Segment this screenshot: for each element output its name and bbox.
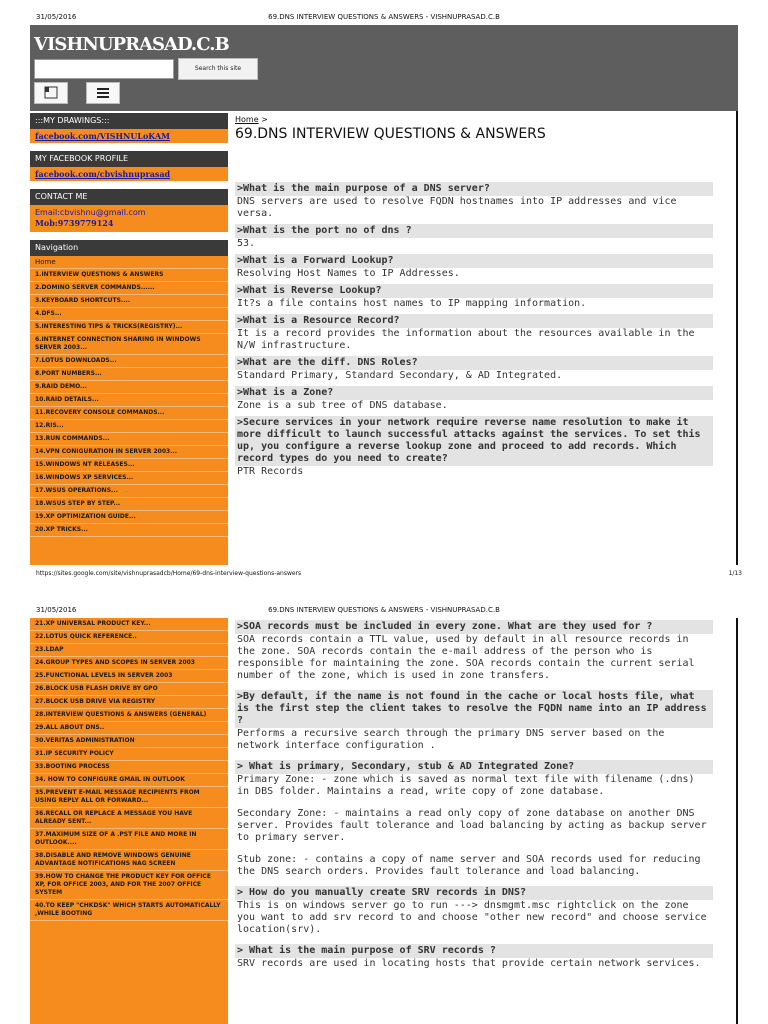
nav-item[interactable]: 9.RAID DEMO...: [30, 381, 228, 394]
nav-item[interactable]: 5.INTERESTING TIPS & TRICKS(REGISTRY)...: [30, 321, 228, 334]
nav-item[interactable]: 12.RIS...: [30, 420, 228, 433]
nav-item[interactable]: 27.BLOCK USB DRIVE VIA REGISTRY: [30, 696, 228, 709]
menu-button[interactable]: [86, 82, 120, 104]
answer: Stub zone: - contains a copy of name server and SOA records used for reducing the DNS search orders. Provides fault tolerance and load balancing.: [237, 854, 701, 877]
nav-item[interactable]: 10.RAID DETAILS...: [30, 394, 228, 407]
question: >What is the port no of dns ?: [235, 224, 713, 238]
nav-item[interactable]: 40.TO KEEP "CHKDSK" WHICH STARTS AUTOMATICALLY ,WHILE BOOTING: [30, 900, 228, 921]
nav-item[interactable]: 34. HOW TO CONFIGURE GMAIL IN OUTLOOK: [30, 774, 228, 787]
nav-item[interactable]: Home: [30, 256, 228, 269]
qa-list: [235, 182, 713, 478]
answer: SRV records are used in locating hosts that provide certain network services.: [237, 958, 701, 969]
answer: Secondary Zone: - maintains a read only copy of zone database on another DNS server. Provides fault tolerance and load balancing by acting as backup server to primary server.: [237, 808, 707, 843]
breadcrumb-separator: >: [258, 115, 268, 124]
nav-item[interactable]: 37.MAXIMUM SIZE OF A .PST FILE AND MORE IN OUTLOOK....: [30, 829, 228, 850]
answer: This is on windows server go to run ---> dnsmgmt.msc rightclick on the zone you want to add srv record to and choose "other new record" and choose service location(srv).: [237, 900, 707, 935]
search-input[interactable]: [34, 59, 174, 79]
contact-email[interactable]: Email:cbvishnu@gmail.com: [35, 208, 146, 217]
question: > What is the main purpose of SRV records ?: [235, 944, 713, 958]
question: >What is a Forward Lookup?: [235, 254, 713, 268]
site-title[interactable]: VISHNUPRASAD.C.B: [34, 34, 229, 55]
qa-item: [235, 386, 713, 412]
nav-item[interactable]: 13.RUN COMMANDS...: [30, 433, 228, 446]
question: >SOA records must be included in every zone. What are they used for ?: [235, 620, 713, 634]
sidebar: [30, 618, 228, 1024]
qa-item: [235, 224, 713, 250]
nav-item[interactable]: 28.INTERVIEW QUESTIONS & ANSWERS (GENERAL): [30, 709, 228, 722]
question: >What is a Zone?: [235, 386, 713, 400]
sidebar-heading-drawings: :::MY DRAWINGS:::: [30, 113, 228, 129]
nav-item[interactable]: 17.WSUS OPERATIONS...: [30, 485, 228, 498]
site-header: [30, 25, 738, 111]
answer: 53.: [237, 238, 256, 249]
nav-item[interactable]: 4.DFS...: [30, 308, 228, 321]
navigation-list: [30, 618, 228, 921]
sidebar-spacer: [30, 181, 228, 189]
nav-item[interactable]: 39.HOW TO CHANGE THE PRODUCT KEY FOR OFFICE XP, FOR OFFICE 2003, AND FOR THE 2007 OFFICE SYSTEM: [30, 871, 228, 900]
question: >What are the diff. DNS Roles?: [235, 356, 713, 370]
question: >Secure services in your network require reverse name resolution to make it more difficult to launch successful attacks against the services. To set this up, you configure a reverse lookup zone and proceed to add records. Which record types do you need to create?: [235, 416, 713, 466]
title-spacer: [235, 142, 713, 182]
window-icon: [35, 83, 67, 103]
page-title: 69.DNS INTERVIEW QUESTIONS & ANSWERS: [235, 126, 546, 142]
qa-item: [235, 690, 713, 752]
sidebar-heading-contact: CONTACT ME: [30, 189, 228, 205]
sidebar-spacer: [30, 232, 228, 240]
print-title: 69.DNS INTERVIEW QUESTIONS & ANSWERS - VISHNUPRASAD.C.B: [268, 606, 500, 614]
nav-item[interactable]: 6.INTERNET CONNECTION SHARING IN WINDOWS SERVER 2003...: [30, 334, 228, 355]
answer: Zone is a sub tree of DNS database.: [237, 400, 448, 411]
nav-item[interactable]: 31.IP SECURITY POLICY: [30, 748, 228, 761]
sidebar-heading-navigation: Navigation: [30, 240, 228, 256]
qa-item: [235, 254, 713, 280]
breadcrumb-home-link[interactable]: Home: [235, 115, 259, 124]
qa-item: [235, 314, 713, 352]
question: >What is a Resource Record?: [235, 314, 713, 328]
nav-item[interactable]: 33.BOOTING PROCESS: [30, 761, 228, 774]
question: > How do you manually create SRV records in DNS?: [235, 886, 713, 900]
answer: Standard Primary, Standard Secondary, & AD Integrated.: [237, 370, 563, 381]
nav-item[interactable]: 1.INTERVIEW QUESTIONS & ANSWERS: [30, 269, 228, 282]
nav-item[interactable]: 30.VERITAS ADMINISTRATION: [30, 735, 228, 748]
answer: It?s a file contains host names to IP mapping information.: [237, 298, 587, 309]
page-1: [30, 25, 738, 565]
answer: Resolving Host Names to IP Addresses.: [237, 268, 460, 279]
nav-item[interactable]: 2.DOMINO SERVER COMMANDS......: [30, 282, 228, 295]
print-date: 31/05/2016: [36, 13, 77, 21]
question: > What is primary, Secondary, stub & AD Integrated Zone?: [235, 760, 713, 774]
answer: Primary Zone: - zone which is saved as normal text file with filename (.dns) in DBS folder. Maintains a read, write copy of zone database.: [237, 774, 695, 797]
nav-item[interactable]: 23.LDAP: [30, 644, 228, 657]
question: >What is Reverse Lookup?: [235, 284, 713, 298]
qa-item: [235, 416, 713, 478]
nav-item[interactable]: 25.FUNCTIONAL LEVELS IN SERVER 2003: [30, 670, 228, 683]
print-page-number: 1/13: [728, 570, 742, 577]
layout-toggle-button[interactable]: [34, 82, 68, 104]
print-url: https://sites.google.com/site/vishnuprasadcb/Home/69-dns-interview-questions-answers: [36, 570, 302, 577]
nav-item[interactable]: 29.ALL ABOUT DNS..: [30, 722, 228, 735]
nav-item[interactable]: 16.WINDOWS XP SERVICES...: [30, 472, 228, 485]
nav-item[interactable]: 7.LOTUS DOWNLOADS...: [30, 355, 228, 368]
qa-item: [235, 944, 713, 970]
nav-item[interactable]: 36.RECALL OR REPLACE A MESSAGE YOU HAVE ALREADY SENT...: [30, 808, 228, 829]
sidebar: [30, 113, 228, 565]
hamburger-icon: [87, 83, 119, 103]
qa-item: [235, 356, 713, 382]
nav-item[interactable]: 21.XP UNIVERSAL PRODUCT KEY...: [30, 618, 228, 631]
nav-item[interactable]: 38.DISABLE AND REMOVE WINDOWS GENUINE ADVANTAGE NOTIFICATIONS NAG SCREEN: [30, 850, 228, 871]
main-content: [235, 115, 713, 482]
print-date: 31/05/2016: [36, 606, 77, 614]
profile-link[interactable]: facebook.com/cbvishnuprasad: [35, 169, 171, 179]
navigation-list: [30, 256, 228, 537]
qa-item: [235, 886, 713, 936]
nav-item[interactable]: 11.RECOVERY CONSOLE COMMANDS...: [30, 407, 228, 420]
qa-item: [235, 760, 713, 878]
nav-item[interactable]: 3.KEYBOARD SHORTCUTS....: [30, 295, 228, 308]
nav-item[interactable]: 15.WINDOWS NT RELEASES...: [30, 459, 228, 472]
contact-mobile: Mob:9739779124: [35, 218, 114, 228]
sidebar-spacer: [30, 143, 228, 151]
sidebar-heading-profile: MY FACEBOOK PROFILE: [30, 151, 228, 167]
answer: It is a record provides the information about the resources available in the N/W infrastructure.: [237, 328, 695, 351]
scrollbar-track: [736, 111, 738, 565]
search-button[interactable]: Search this site: [178, 58, 258, 80]
nav-item[interactable]: 26.BLOCK USB FLASH DRIVE BY GPO: [30, 683, 228, 696]
question: >What is the main purpose of a DNS server?: [235, 182, 713, 196]
drawings-link[interactable]: facebook.com/VISHNULoKAM: [35, 131, 170, 141]
nav-item[interactable]: 18.WSUS STEP BY STEP...: [30, 498, 228, 511]
nav-item[interactable]: 35.PREVENT E-MAIL MESSAGE RECIPIENTS FROM USING REPLY ALL OR FORWARD...: [30, 787, 228, 808]
qa-item: [235, 620, 713, 682]
answer: DNS servers are used to resolve FQDN hostnames into IP addresses and vice versa.: [237, 196, 677, 219]
page-2: [30, 618, 738, 1024]
answer: PTR Records: [237, 466, 304, 477]
question: >By default, if the name is not found in the cache or local hosts file, what is the first step the client takes to resolve the FQDN name into an IP address ?: [235, 690, 713, 728]
nav-item[interactable]: 19.XP OPTIMIZATION GUIDE...: [30, 511, 228, 524]
answer: Performs a recursive search through the primary DNS server based on the network interface configuration .: [237, 728, 665, 751]
answer: SOA records contain a TTL value, used by default in all resource records in the zone. SOA records contain the e-mail address of the person who is responsible for maintaining the zone. SOA records contain the current serial number of the zone, which is used in zone transfers.: [237, 634, 695, 681]
qa-item: [235, 182, 713, 220]
scrollbar-track: [736, 618, 738, 1024]
nav-item[interactable]: 22.LOTUS QUICK REFERENCE..: [30, 631, 228, 644]
nav-item[interactable]: 8.PORT NUMBERS...: [30, 368, 228, 381]
contact-info: [30, 205, 228, 232]
print-title: 69.DNS INTERVIEW QUESTIONS & ANSWERS - VISHNUPRASAD.C.B: [268, 13, 500, 21]
nav-item[interactable]: 24.GROUP TYPES AND SCOPES IN SERVER 2003: [30, 657, 228, 670]
nav-item[interactable]: 14.VPN CONIGURATION IN SERVER 2003...: [30, 446, 228, 459]
main-content: [235, 620, 713, 974]
nav-item[interactable]: 20.XP TRICKS...: [30, 524, 228, 537]
breadcrumb: [235, 115, 713, 124]
qa-item: [235, 284, 713, 310]
